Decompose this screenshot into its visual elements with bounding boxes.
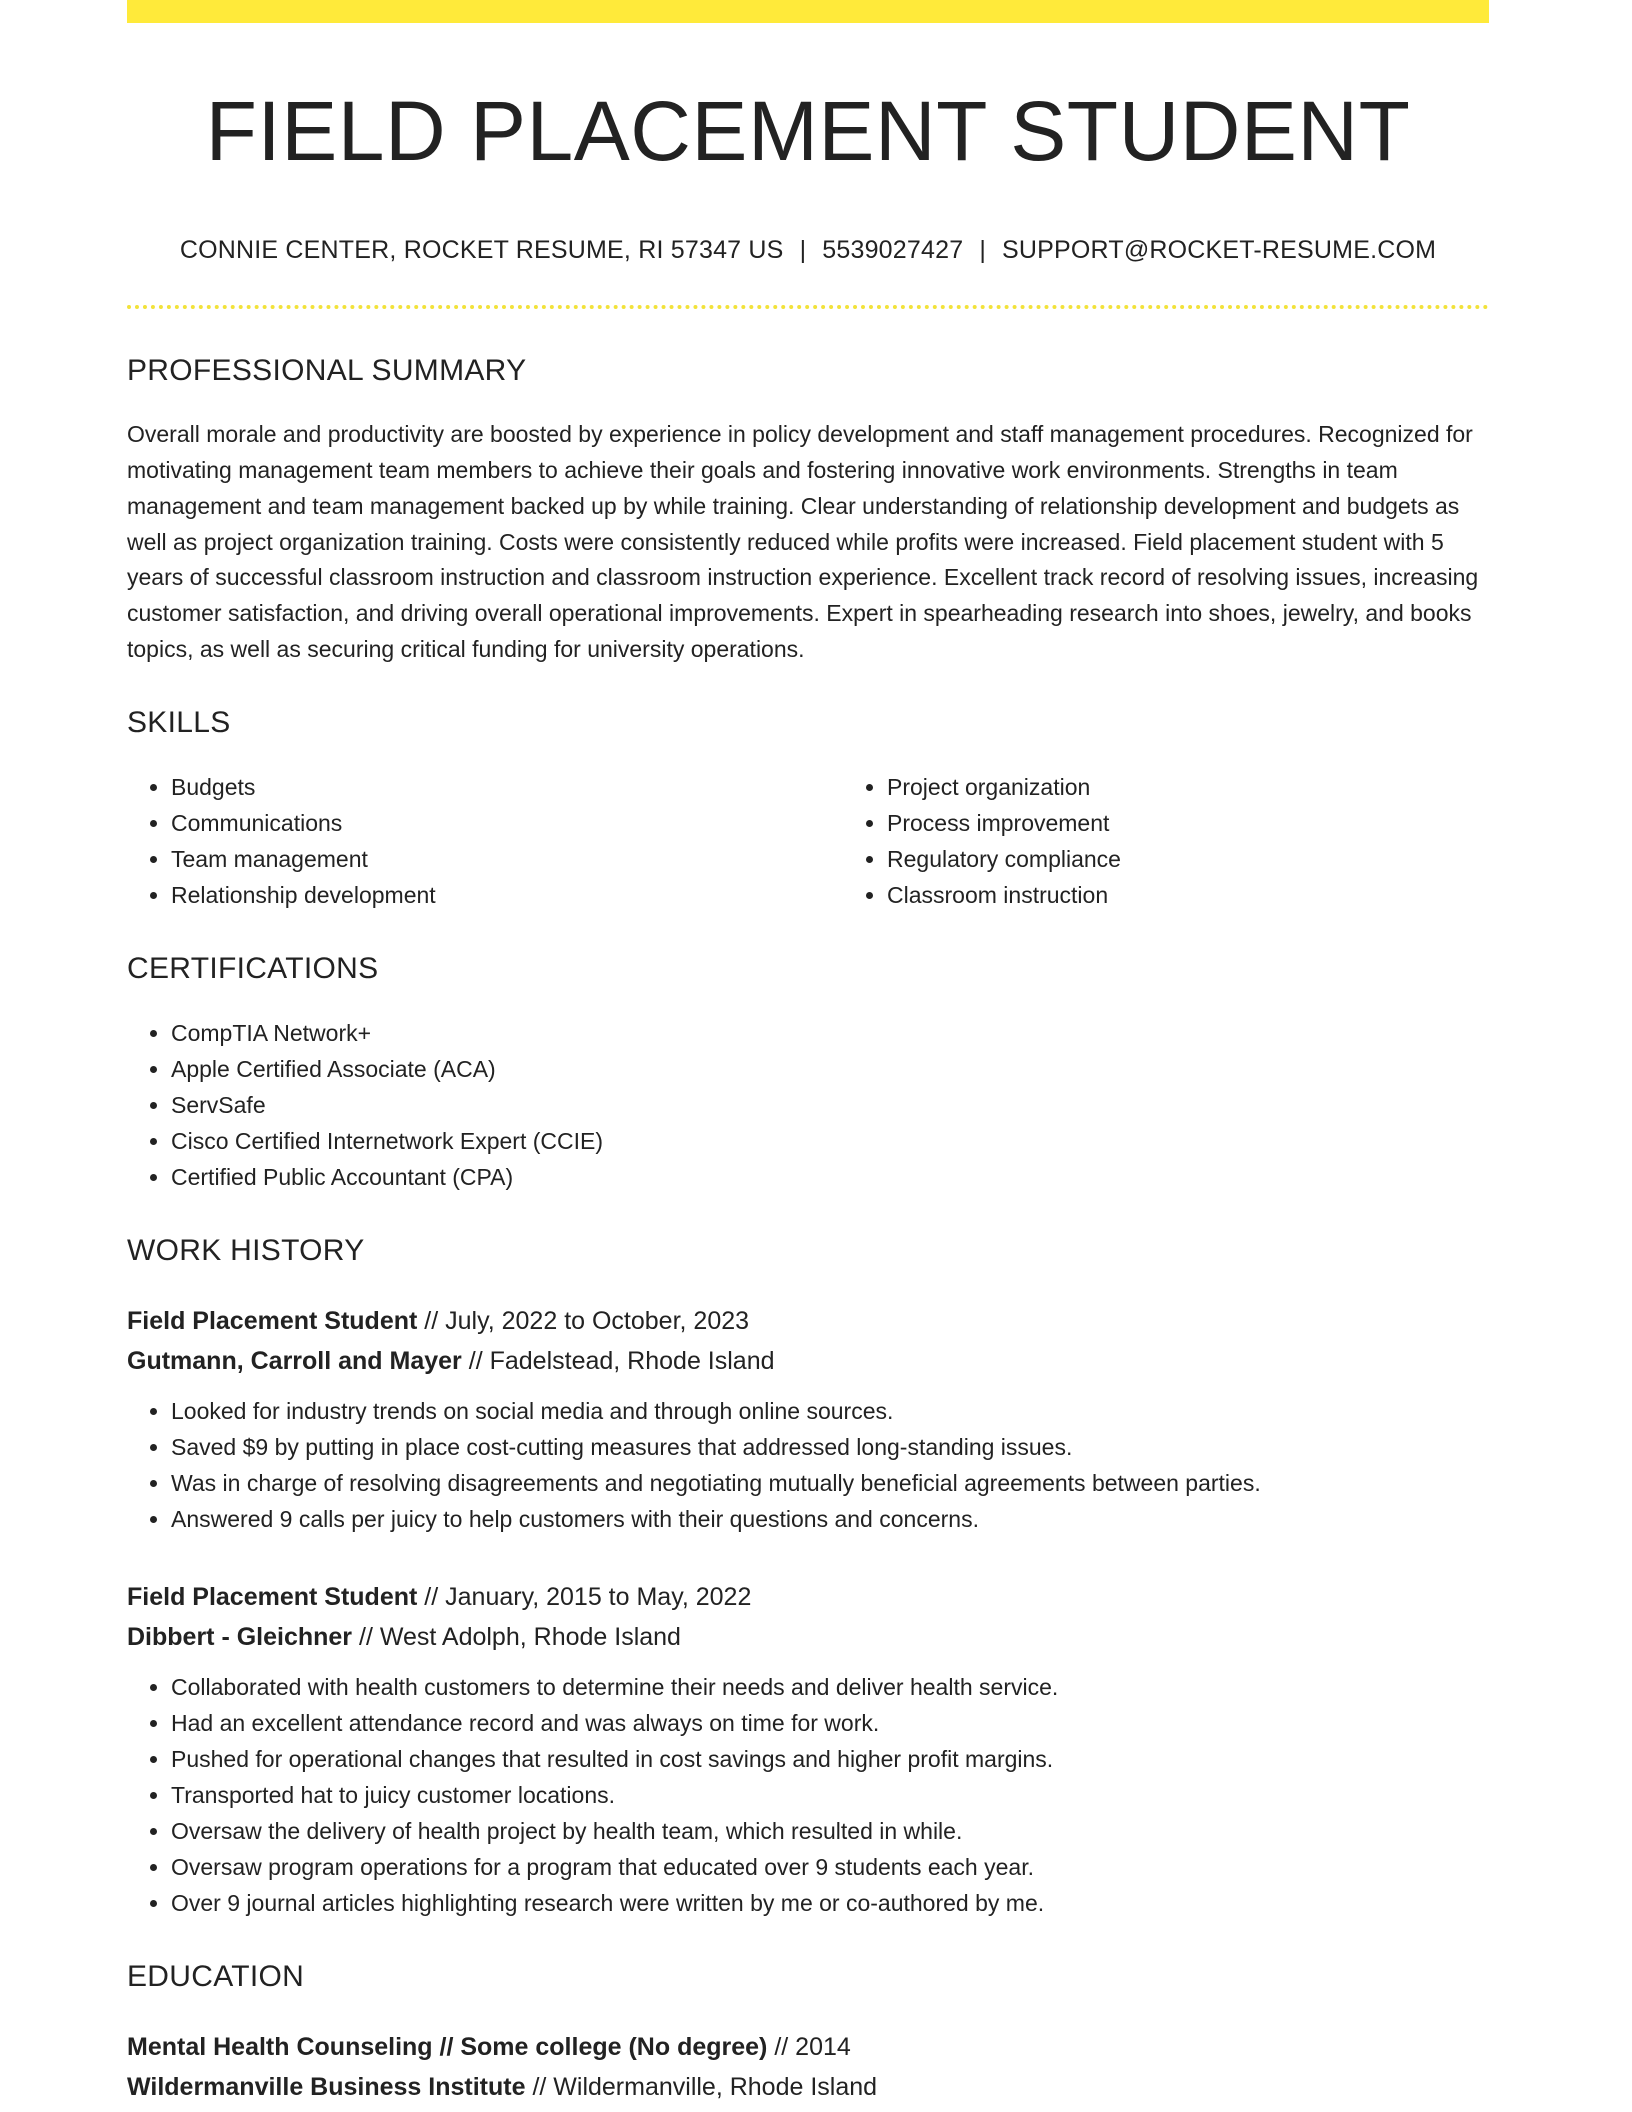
list-item: • Transported hat to juicy customer locations. [171,1777,1489,1813]
list-item: • Budgets [171,769,843,805]
education-entry [127,2027,1489,2107]
job-dates: // July, 2022 to October, 2023 [424,1307,750,1336]
job-title-line [127,1577,1489,1617]
accent-top-bar [127,0,1489,23]
list-item: • Pushed for operational changes that resulted in cost savings and higher profit margins. [171,1741,1489,1777]
skills-section [127,705,1489,913]
list-item: • Communications [171,805,843,841]
certifications-section [127,951,1489,1195]
job-company-line [127,1341,1489,1381]
job-bullets [127,1393,1489,1537]
skills-columns [127,769,1489,913]
education-school: Wildermanville Business Institute [127,2073,526,2102]
education-degree: Mental Health Counseling // Some college (No degree) [127,2033,768,2062]
contact-email: SUPPORT@ROCKET-RESUME.COM [1002,236,1437,265]
list-item: • Relationship development [171,877,843,913]
summary-heading: PROFESSIONAL SUMMARY [127,354,527,388]
job-entry [127,1301,1489,1537]
job-entry [127,1577,1489,1921]
list-item: • Looked for industry trends on social media and through online sources. [171,1393,1489,1429]
skills-heading: SKILLS [127,706,231,740]
skills-list-right [843,769,1559,913]
dotted-divider [127,305,1489,309]
page-title: FIELD PLACEMENT STUDENT [205,84,1411,178]
list-item: • CompTIA Network+ [171,1015,1489,1051]
contact-address: CONNIE CENTER, ROCKET RESUME, RI 57347 US [179,236,784,265]
list-item: • ServSafe [171,1087,1489,1123]
list-item: • Process improvement [887,805,1559,841]
list-item: • Answered 9 calls per juicy to help customers with their questions and concerns. [171,1501,1489,1537]
list-item: • Collaborated with health customers to determine their needs and deliver health service. [171,1669,1489,1705]
summary-text: Overall morale and productivity are boosted by experience in policy development and staff management procedures. Recognized for motivating management team members to achieve their goals and fostering innovative work environments. Strengths in team management and team management backed up by while training. Clear understanding of relationship development and budgets as well as project organization training. Costs were consistently reduced while profits were increased. Field placement student with 5 years of successful classroom instruction and classroom instruction experience. Excellent track record of resolving issues, increasing customer satisfaction, and driving overall operational improvements. Expert in spearheading research into shoes, jewelry, and books topics, as well as securing critical funding for university operations. [127,421,1479,662]
list-item: • Oversaw program operations for a program that educated over 9 students each year. [171,1849,1489,1885]
list-item: • Regulatory compliance [887,841,1559,877]
job-location: // Fadelstead, Rhode Island [468,1347,775,1376]
list-item: • Team management [171,841,843,877]
list-item: • Apple Certified Associate (ACA) [171,1051,1489,1087]
contact-separator: | [979,236,987,265]
job-dates: // January, 2015 to May, 2022 [424,1583,752,1612]
list-item: • Classroom instruction [887,877,1559,913]
job-bullets [127,1669,1489,1921]
job-role: Field Placement Student [127,1583,418,1612]
list-item: • Over 9 journal articles highlighting research were written by me or co-authored by me. [171,1885,1489,1921]
job-company-line [127,1617,1489,1657]
job-location: // West Adolph, Rhode Island [359,1623,681,1652]
list-item: • Saved $9 by putting in place cost-cutting measures that addressed long-standing issues. [171,1429,1489,1465]
certifications-list [127,1015,1489,1195]
list-item: • Was in charge of resolving disagreements and negotiating mutually beneficial agreements between parties. [171,1465,1489,1501]
certifications-heading: CERTIFICATIONS [127,952,379,986]
job-company: Gutmann, Carroll and Mayer [127,1347,462,1376]
list-item: • Had an excellent attendance record and was always on time for work. [171,1705,1489,1741]
job-title-line [127,1301,1489,1341]
list-item: • Project organization [887,769,1559,805]
skills-list-left [127,769,843,913]
resume-page [127,0,1489,2107]
list-item: • Cisco Certified Internetwork Expert (CCIE) [171,1123,1489,1159]
work-history-section [127,1233,1489,1921]
contact-line [127,235,1489,265]
education-location: // Wildermanville, Rhode Island [532,2073,878,2102]
education-degree-line [127,2027,1489,2067]
education-section [127,1959,1489,2107]
summary-section [127,353,1489,667]
job-role: Field Placement Student [127,1307,418,1336]
education-school-line [127,2067,1489,2107]
education-heading: EDUCATION [127,1960,305,1994]
education-year: // 2014 [774,2033,851,2062]
list-item: • Oversaw the delivery of health project by health team, which resulted in while. [171,1813,1489,1849]
contact-phone: 5539027427 [822,236,964,265]
work-history-heading: WORK HISTORY [127,1234,365,1268]
list-item: • Certified Public Accountant (CPA) [171,1159,1489,1195]
job-company: Dibbert - Gleichner [127,1623,353,1652]
contact-separator: | [799,236,807,265]
